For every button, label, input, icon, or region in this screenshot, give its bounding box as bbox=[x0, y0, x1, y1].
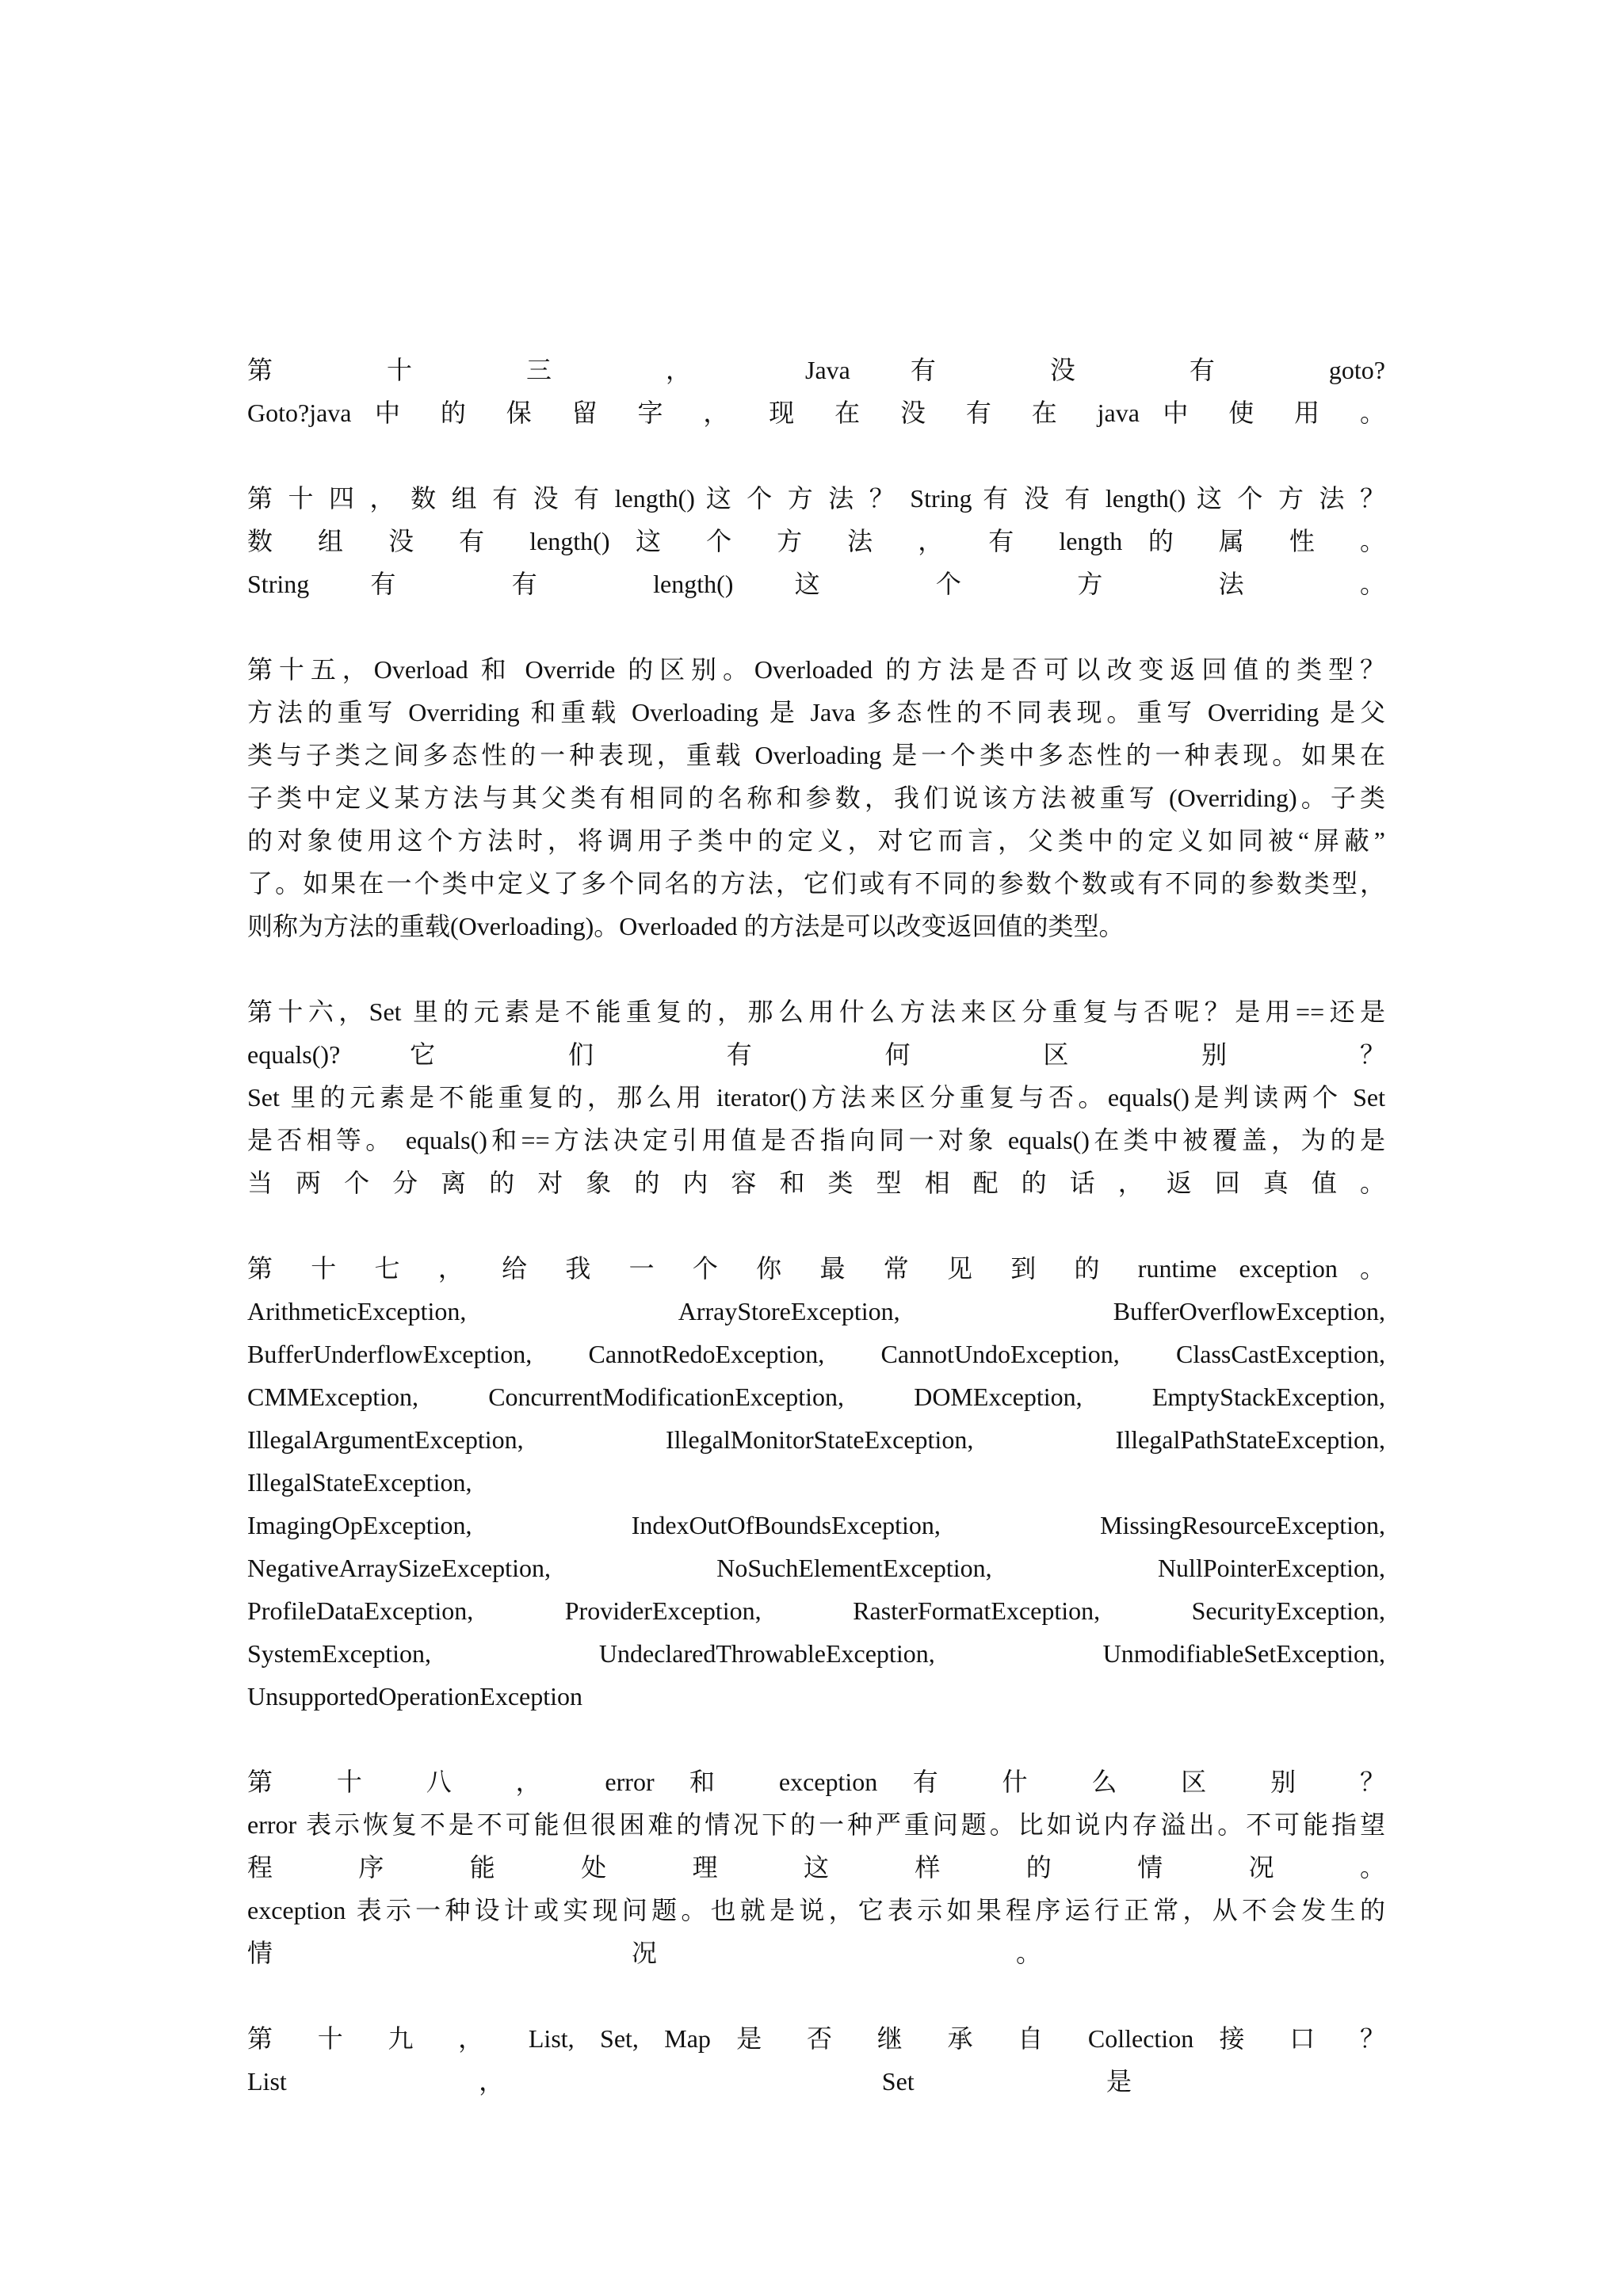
answer-17-line-2: BufferUnderflowException, CannotRedoException, CannotUndoException, ClassCastException, bbox=[247, 1340, 1385, 1368]
answer-15-line-4: 的对象使用这个方法时，将调用子类中的定义，对它而言，父类中的定义如同被“屏蔽” bbox=[247, 826, 1385, 855]
answer-19-line-1: List ， Set 是 bbox=[247, 2067, 1132, 2096]
answer-17-line-8: ProfileDataException, ProviderException, RasterFormatException, SecurityException, bbox=[247, 1596, 1385, 1625]
answer-14-line-1: 数 组 没 有 length() 这 个 方 法 ， 有 length 的 属 性 。 bbox=[247, 527, 1385, 555]
section-17 bbox=[247, 1247, 1385, 1718]
answer-17-line-9: SystemException, UndeclaredThrowableException, UnmodifiableSetException, bbox=[247, 1639, 1385, 1668]
answer-17-line-3: CMMException, ConcurrentModificationException, DOMException, EmptyStackException, bbox=[247, 1383, 1385, 1411]
answer-17-line-6: ImagingOpException, IndexOutOfBoundsException, MissingResourceException, bbox=[247, 1511, 1385, 1539]
question-17: 第 十 七 ， 给 我 一 个 你 最 常 见 到 的 runtime exception 。 bbox=[247, 1254, 1385, 1283]
section-19 bbox=[247, 2017, 1385, 2103]
answer-17-line-7: NegativeArraySizeException, NoSuchElementException, NullPointerException, bbox=[247, 1554, 1385, 1582]
question-16: 第十六，Set 里的元素是不能重复的，那么用什么方法来区分重复与否呢？是用==还是 bbox=[247, 997, 1385, 1026]
answer-18-line-2: 程 序 能 处 理 这 样 的 情 况 。 bbox=[247, 1853, 1385, 1882]
answer-16-line-1: Set 里的元素是不能重复的，那么用 iterator()方法来区分重复与否。equals()是判读两个 Set bbox=[247, 1083, 1385, 1112]
answer-18-line-4: 情 况 。 bbox=[247, 1939, 1041, 1967]
answer-18-line-1: error 表示恢复不是不可能但很困难的情况下的一种严重问题。比如说内存溢出。不可能指望 bbox=[247, 1810, 1385, 1839]
question-18: 第 十 八 ， error 和 exception 有 什 么 区 别 ？ bbox=[247, 1768, 1385, 1796]
answer-17-line-5: IllegalStateException, bbox=[247, 1468, 472, 1497]
answer-15-line-1: 方法的重写 Overriding 和重载 Overloading 是 Java 多态性的不同表现。重写 Overriding 是父 bbox=[247, 698, 1385, 727]
question-19: 第 十 九 ， List, Set, Map 是 否 继 承 自 Collection 接 口 ？ bbox=[247, 2024, 1385, 2053]
answer-17-line-1: ArithmeticException, ArrayStoreException, BufferOverflowException, bbox=[247, 1297, 1385, 1325]
question-15: 第十五，Overload 和 Override 的区别。Overloaded 的方法是否可以改变返回值的类型？ bbox=[247, 655, 1385, 684]
answer-16-line-2: 是否相等。 equals()和==方法决定引用值是否指向同一对象 equals()在类中被覆盖，为的是 bbox=[247, 1126, 1385, 1154]
section-14 bbox=[247, 477, 1385, 605]
answer-15-line-6: 则称为方法的重载(Overloading)。Overloaded 的方法是可以改变返回值的类型。 bbox=[247, 912, 1125, 940]
section-16 bbox=[247, 990, 1385, 1204]
section-18 bbox=[247, 1760, 1385, 1974]
answer-18-line-3: exception 表示一种设计或实现问题。也就是说，它表示如果程序运行正常，从不会发生的 bbox=[247, 1896, 1385, 1924]
answer-14-line-2: String 有 有 length() 这 个 方 法 。 bbox=[247, 570, 1385, 598]
section-13 bbox=[247, 349, 1385, 434]
answer-13-line-1: Goto?java 中 的 保 留 字 ， 现 在 没 有 在 java 中 使 用 。 bbox=[247, 399, 1385, 427]
question-13: 第 十 三 ， Java 有 没 有 goto? bbox=[247, 356, 1385, 384]
question-14: 第 十 四 ， 数 组 有 没 有 length() 这 个 方 法 ？ String 有 没 有 length() 这 个 方 法 ？ bbox=[247, 484, 1385, 513]
answer-15-line-5: 了。如果在一个类中定义了多个同名的方法，它们或有不同的参数个数或有不同的参数类型， bbox=[247, 869, 1385, 898]
section-15 bbox=[247, 648, 1385, 948]
answer-17-line-4: IllegalArgumentException, IllegalMonitorStateException, IllegalPathStateException, bbox=[247, 1425, 1385, 1454]
answer-17-line-10: UnsupportedOperationException bbox=[247, 1682, 582, 1711]
answer-15-line-3: 子类中定义某方法与其父类有相同的名称和参数，我们说该方法被重写 (Overriding)。子类 bbox=[247, 784, 1385, 812]
answer-16-line-3: 当 两 个 分 离 的 对 象 的 内 容 和 类 型 相 配 的 话 ， 返 回 真 值 。 bbox=[247, 1169, 1385, 1197]
question-16-line-2: equals()? 它 们 有 何 区 别 ？ bbox=[247, 1040, 1385, 1069]
document-page bbox=[247, 349, 1385, 2145]
answer-15-line-2: 类与子类之间多态性的一种表现，重载 Overloading 是一个类中多态性的一种表现。如果在 bbox=[247, 741, 1385, 769]
